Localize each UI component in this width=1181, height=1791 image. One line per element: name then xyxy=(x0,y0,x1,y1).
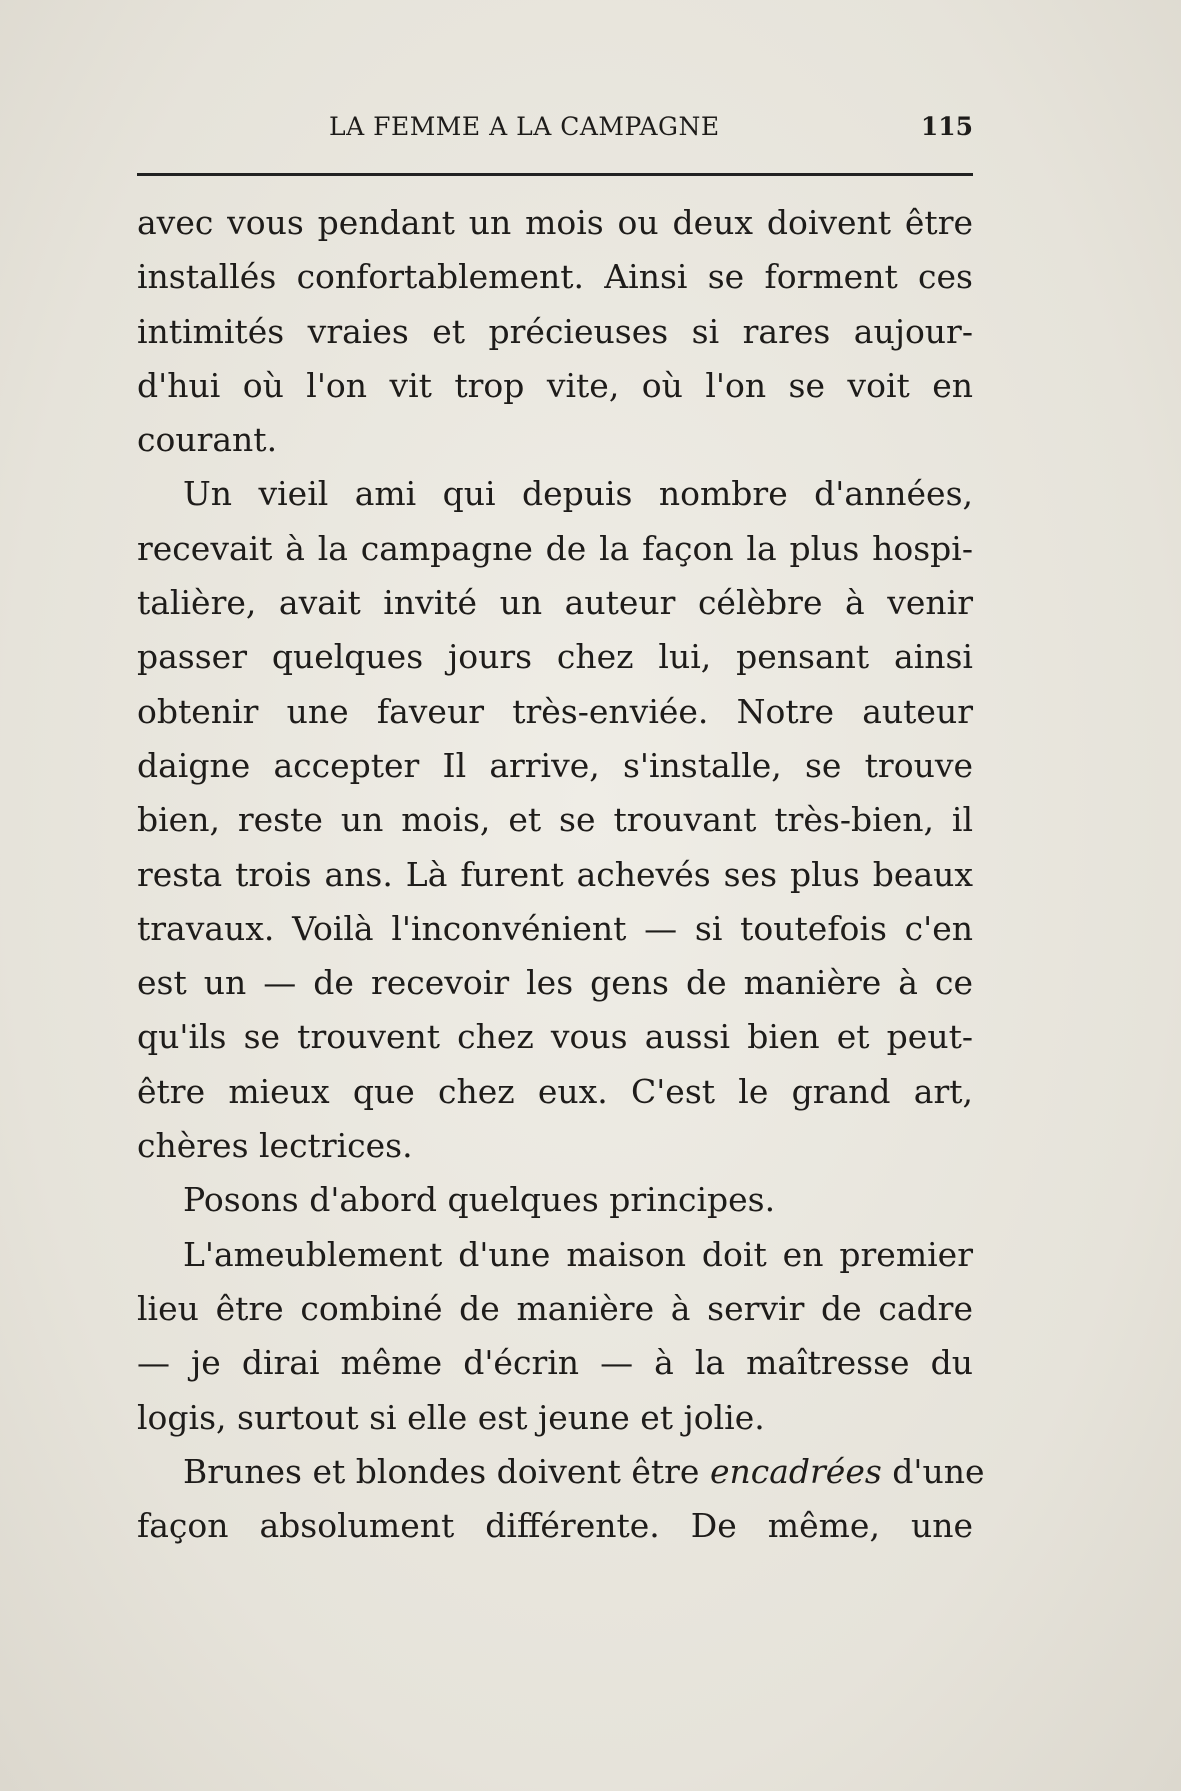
text-line: logis, surtout si elle est jeune et jolie. xyxy=(137,1397,765,1437)
text-line: bien, reste un mois, et se trouvant très-bien, il xyxy=(137,800,973,840)
text-span: Brunes et blondes doivent être xyxy=(183,1451,710,1491)
text-line: qu'ils se trouvent chez vous aussi bien et peut- xyxy=(137,1017,973,1057)
text-line: chères lectrices. xyxy=(137,1126,413,1166)
text-line: resta trois ans. Là furent achevés ses plus beaux xyxy=(137,854,973,894)
text-span: d'une xyxy=(881,1451,985,1491)
body-text xyxy=(137,196,985,1553)
text-line: obtenir une faveur très-enviée. Notre auteur xyxy=(137,691,973,731)
header-rule xyxy=(137,173,973,176)
running-header xyxy=(137,112,973,148)
text-line: passer quelques jours chez lui, pensant ainsi xyxy=(137,637,973,677)
text-line: installés confortablement. Ainsi se forment ces xyxy=(137,257,973,297)
text-line: intimités vraies et précieuses si rares aujour- xyxy=(137,311,973,351)
text-line: talière, avait invité un auteur célèbre à venir xyxy=(137,583,973,623)
text-line: d'hui où l'on vit trop vite, où l'on se voit en xyxy=(137,365,973,405)
italic-word: encadrées xyxy=(709,1451,882,1491)
text-line: lieu être combiné de manière à servir de cadre xyxy=(137,1288,973,1328)
text-line: avec vous pendant un mois ou deux doivent être xyxy=(137,203,973,242)
page-number: 115 xyxy=(920,112,973,141)
text-line: — je dirai même d'écrin — à la maîtresse du xyxy=(137,1343,973,1383)
text-line: travaux. Voilà l'inconvénient — si toutefois c'en xyxy=(137,908,973,948)
text-line: daigne accepter Il arrive, s'installe, se trouve xyxy=(137,745,973,785)
text-line: Posons d'abord quelques principes. xyxy=(183,1180,776,1220)
text-line: est un — de recevoir les gens de manière à ce xyxy=(137,963,973,1003)
text-line: recevait à la campagne de la façon la plus hospi- xyxy=(137,528,973,568)
text-line: Un vieil ami qui depuis nombre d'années, xyxy=(183,474,973,514)
text-line: façon absolument différente. De même, une xyxy=(137,1506,973,1546)
running-title: LA FEMME A LA CAMPAGNE xyxy=(329,112,720,141)
text-line xyxy=(137,1445,985,1499)
text-line: courant. xyxy=(137,420,278,460)
text-line: être mieux que chez eux. C'est le grand art, xyxy=(137,1071,973,1111)
text-line: L'ameublement d'une maison doit en premier xyxy=(183,1234,973,1274)
